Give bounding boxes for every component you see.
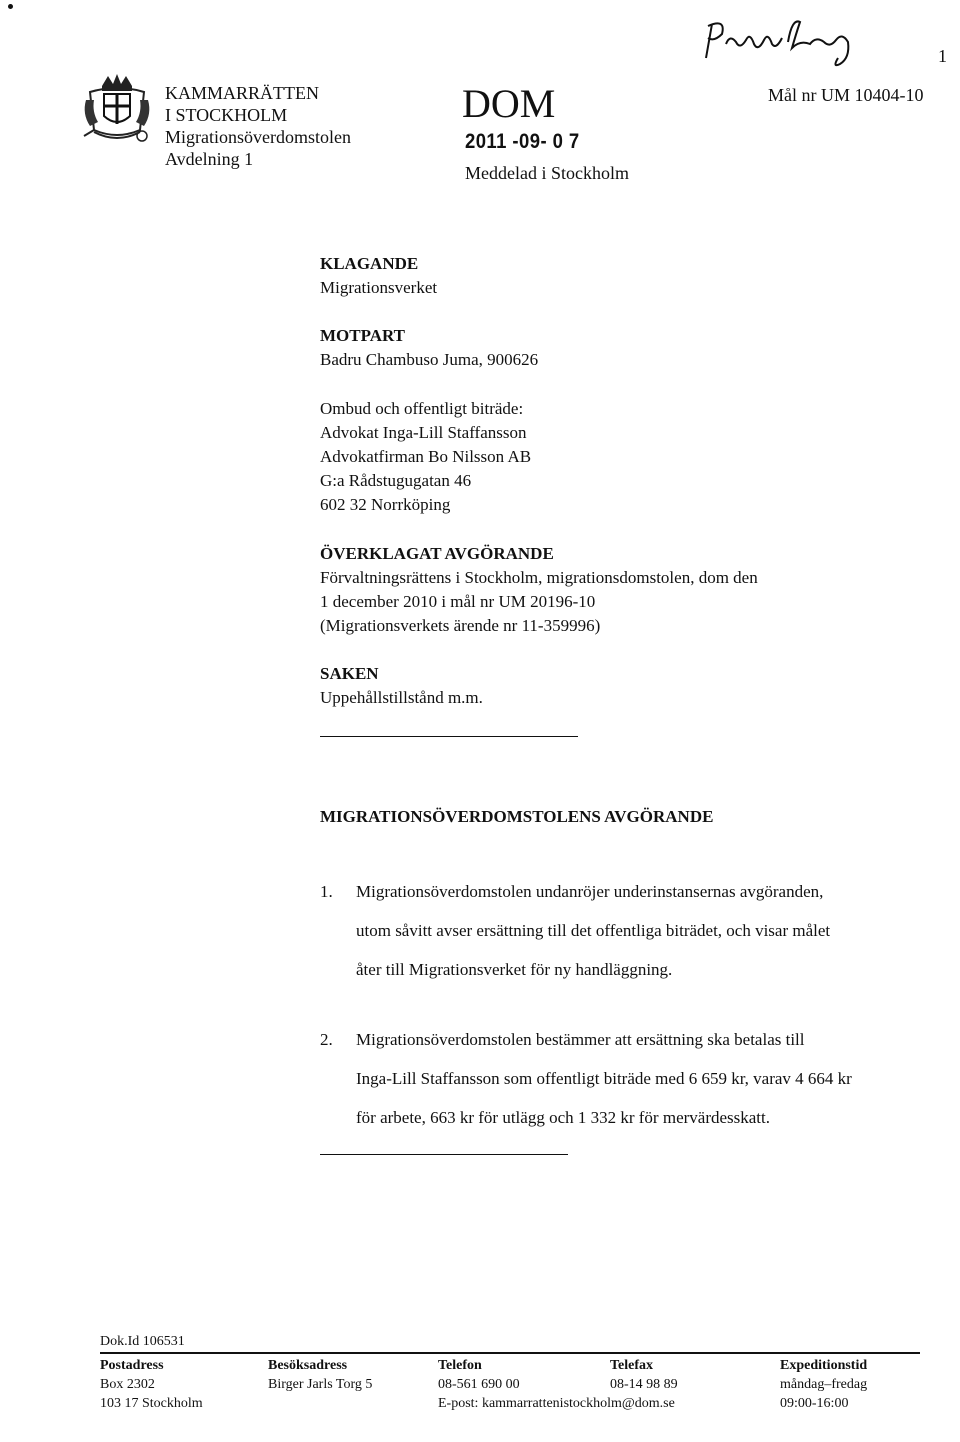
- footer-hours: Expeditionstid måndag–fredag 09:00-16:00: [780, 1358, 868, 1411]
- matter-section: [320, 662, 483, 710]
- divider: [320, 736, 578, 737]
- scan-mark: [8, 4, 13, 9]
- appellant-heading: KLAGANDE: [320, 254, 419, 273]
- appellant: Migrationsverket: [320, 278, 438, 297]
- footer-rule: [100, 1352, 920, 1354]
- announced-location: Meddelad i Stockholm: [465, 163, 629, 183]
- coat-of-arms-icon: [80, 70, 154, 148]
- appealed-decision: ÖVERKLAGAT AVGÖRANDE Förvaltningsrättens i Stockholm, migrationsdomstolen, dom den 1 december 2010 i mål nr UM 20196-10 (Migrationsverkets ärende nr 11-359996): [320, 544, 758, 635]
- decision-item-1-number: 1.: [320, 882, 333, 901]
- matter-heading: SAKEN: [320, 664, 379, 683]
- counsel-block: Ombud och offentligt biträde: Advokat Inga-Lill Staffansson Advokatfirman Bo Nilsson AB G:a Rådstugugatan 46 602 32 Norrköping: [320, 399, 532, 514]
- handwritten-annotation: [700, 14, 880, 70]
- decision-item-2-number: 2.: [320, 1030, 333, 1049]
- respondent-heading: MOTPART: [320, 326, 406, 345]
- parties-section: [320, 252, 437, 300]
- document-id: Dok.Id 106531: [100, 1334, 185, 1349]
- footer-fax: Telefax 08-14 98 89: [610, 1358, 678, 1392]
- footer-phone: Telefon 08-561 690 00 E-post: kammarrattenistockholm@dom.se: [438, 1358, 675, 1411]
- matter-text: Uppehållstillstånd m.m.: [320, 688, 483, 707]
- appealed-heading: ÖVERKLAGAT AVGÖRANDE: [320, 544, 554, 563]
- decision-heading: MIGRATIONSÖVERDOMSTOLENS AVGÖRANDE: [320, 807, 714, 826]
- respondent-section: [320, 324, 538, 372]
- case-number: Mål nr UM 10404-10: [768, 85, 924, 105]
- decision-item-2: Migrationsöverdomstolen bestämmer att ersättning ska betalas till Inga-Lill Staffansson som offentligt biträde med 6 659 kr, varav 4 664 kr för arbete, 663 kr för utlägg och 1 332 kr för mervärdesskatt.: [356, 1030, 852, 1127]
- divider: [320, 1154, 568, 1155]
- court-name: KAMMARRÄTTEN I STOCKHOLM Migrationsöverdomstolen Avdelning 1: [165, 83, 351, 169]
- document-type: DOM: [462, 81, 556, 126]
- footer-postal: Postadress Box 2302 103 17 Stockholm: [100, 1358, 203, 1411]
- page-number: 1: [938, 46, 947, 66]
- footer-visiting: Besöksadress Birger Jarls Torg 5: [268, 1358, 373, 1392]
- respondent: Badru Chambuso Juma, 900626: [320, 350, 539, 369]
- date-stamp: 2011 -09- 0 7: [465, 130, 580, 153]
- decision-item-1: Migrationsöverdomstolen undanröjer underinstansernas avgöranden, utom såvitt avser ersättning till det offentliga biträdet, och visar målet åter till Migrationsverket för ny handläggning.: [356, 882, 831, 979]
